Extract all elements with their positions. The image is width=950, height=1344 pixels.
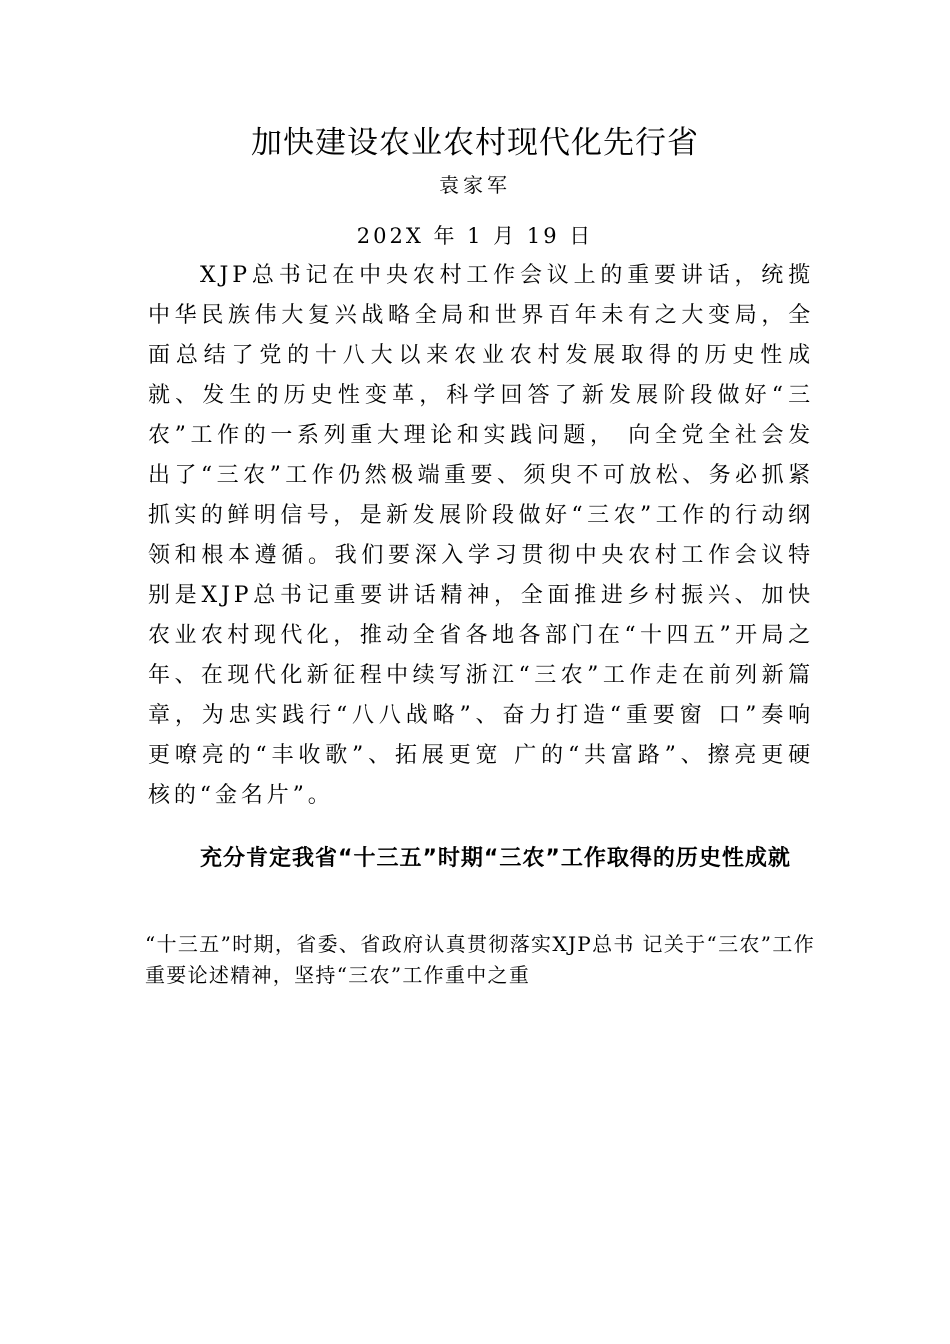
section-heading: 充分肯定我省“十三五”时期“三农”工作取得的历史性成就 [200,846,791,871]
document-title: 加快建设农业农村现代化先行省 [251,125,699,161]
document-date: 202X 年 1 月 19 日 [356,224,594,248]
body-paragraph: XJP总书记在中央农村工作会议上的重要讲话，统揽 中华民族伟大复兴战略全局和世界百年未有之大变局，全面总结了党的十八大以来农业农村发展取得的历史性成就、发生的历史性变革，科学回答了新发展阶段做好“三农”工作的一系列重大理论和实践问题， 向全党全社会发出了“三农”工作仍然极端重要、须臾不可放松、务必抓紧抓实的鲜明信号，是新发展阶段做好“三农”工作的行动纲领和根本遵循。我们要深入学习贯彻中央农村工作会议特别是XJP总书记重要讲话精神，全面推进乡村振兴、加快农业农村现代化，推动全省各地各部门在“十四五”开局之年、在现代化新征程中续写浙江“三农”工作走在前列新篇章，为忠实践行“八八战略”、奋力打造“重要窗 口”奏响更嘹亮的“丰收歌”、拓展更宽 广的“共富路”、擦亮更硬核的“金名片”。 [148,263,814,808]
document-author: 袁家军 [439,173,511,197]
section-paragraph: “十三五”时期，省委、省政府认真贯彻落实XJP总书 记关于“三农”工作重要论述精神，坚持“三农”工作重中之重 [145,932,815,987]
